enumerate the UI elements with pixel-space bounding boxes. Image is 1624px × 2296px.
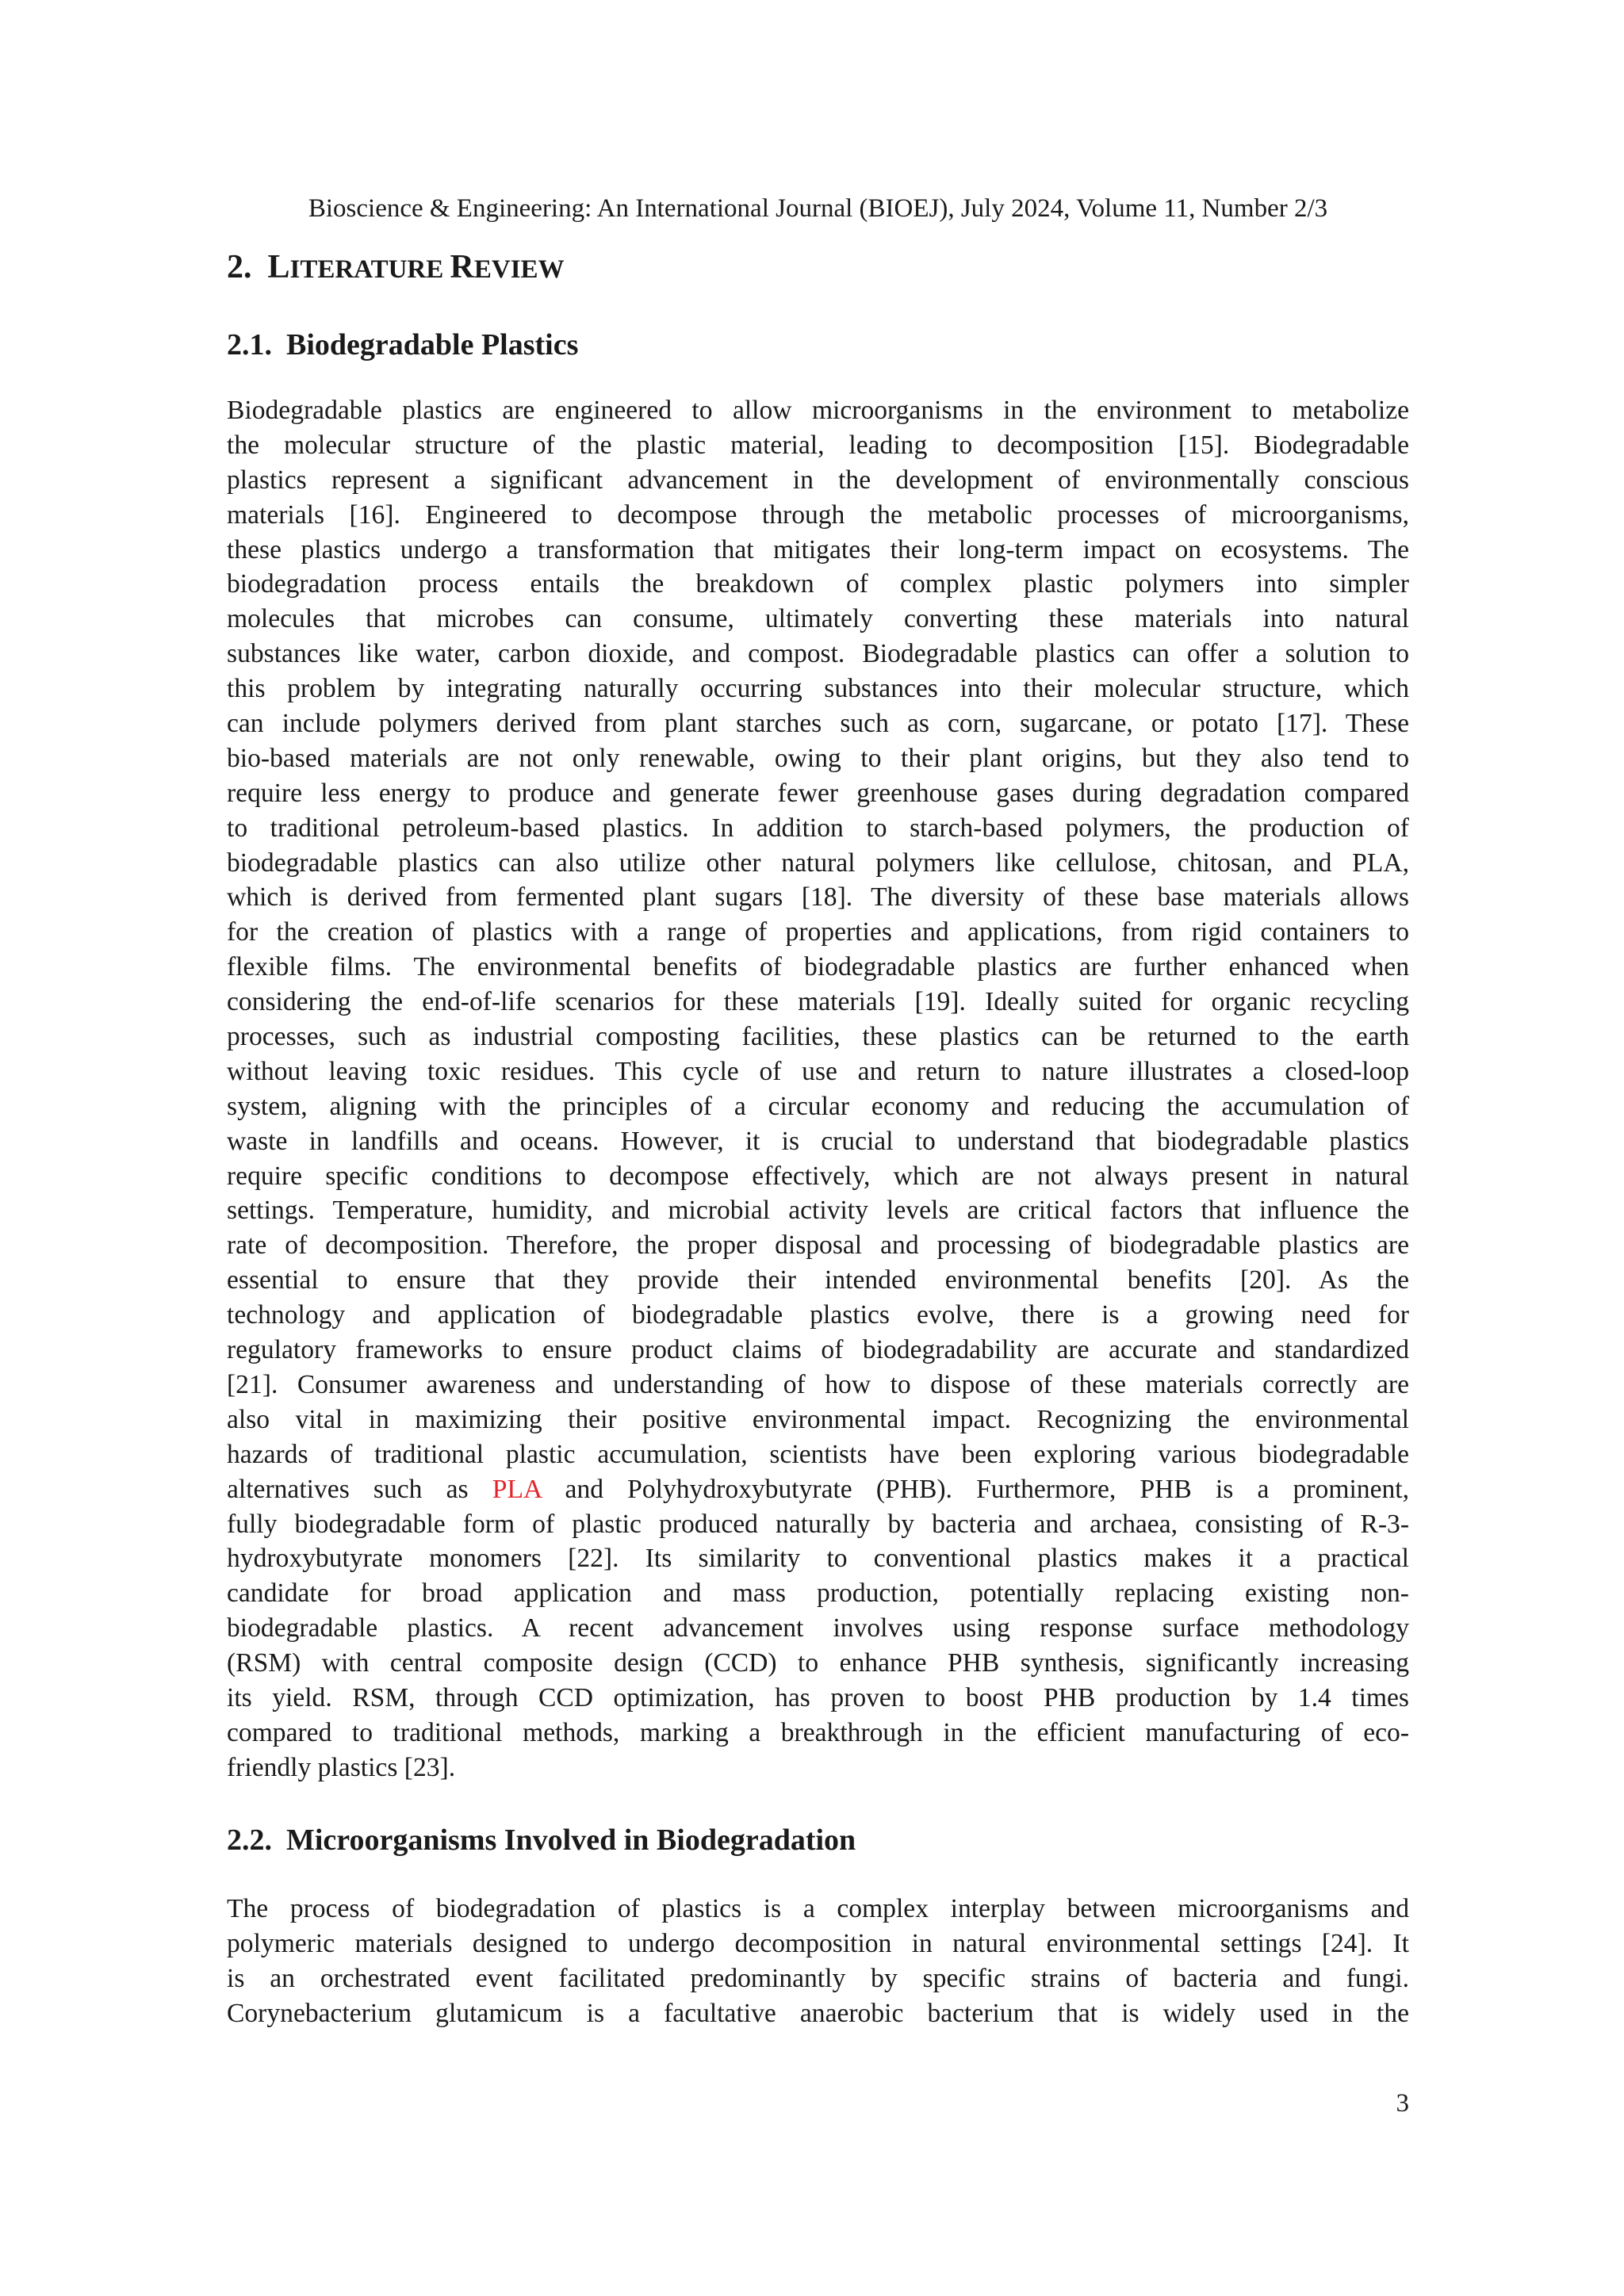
text-line: its yield. RSM, through CCD optimization, has proven to boost PHB production by 1.4 times <box>227 1682 1409 1712</box>
text-line: biodegradation process entails the breakdown of complex plastic polymers into simpler <box>227 569 1409 599</box>
text-line: substances like water, carbon dioxide, and compost. Biodegradable plastics can offer a solution to <box>227 639 1409 669</box>
subsection-title: Biodegradable Plastics <box>286 328 579 362</box>
section-title-initial-1: L <box>267 249 290 285</box>
text-line: processes, such as industrial composting facilities, these plastics can be returned to the earth <box>227 1022 1409 1052</box>
text-line: to traditional petroleum-based plastics. In addition to starch-based polymers, the production of <box>227 813 1409 843</box>
text-fragment: alternatives such as <box>227 1474 469 1504</box>
text-line: is an orchestrated event facilitated predominantly by specific strains of bacteria and fungi. <box>227 1963 1409 1993</box>
text-line: [21]. Consumer awareness and understanding of how to dispose of these materials correctly are <box>227 1369 1409 1399</box>
text-line: rate of decomposition. Therefore, the proper disposal and processing of biodegradable plastics are <box>227 1230 1409 1261</box>
text-line: also vital in maximizing their positive environmental impact. Recognizing the environmental <box>227 1404 1409 1434</box>
text-line: compared to traditional methods, marking a breakthrough in the efficient manufacturing of eco- <box>227 1717 1409 1747</box>
text-line: hazards of traditional plastic accumulation, scientists have been exploring various biodegradable <box>227 1439 1409 1469</box>
text-line: molecules that microbes can consume, ultimately converting these materials into natural <box>227 604 1409 634</box>
text-line: which is derived from fermented plant sugars [18]. The diversity of these base materials allows <box>227 882 1409 913</box>
text-line: settings. Temperature, humidity, and microbial activity levels are critical factors that influence the <box>227 1196 1409 1226</box>
text-line: (RSM) with central composite design (CCD) to enhance PHB synthesis, significantly increasing <box>227 1648 1409 1678</box>
text-line: friendly plastics [23]. <box>227 1752 456 1782</box>
text-line: considering the end-of-life scenarios for these materials [19]. Ideally suited for organic recycling <box>227 987 1409 1017</box>
section-title-initial-2: R <box>450 249 474 285</box>
text-line: Corynebacterium glutamicum is a facultative anaerobic bacterium that is widely used in the <box>227 1998 1409 2028</box>
text-line: regulatory frameworks to ensure product claims of biodegradability are accurate and standardized <box>227 1335 1409 1365</box>
running-header: Bioscience & Engineering: An International Journal (BIOEJ), July 2024, Volume 11, Number 2/3 <box>308 194 1328 223</box>
text-line: this problem by integrating naturally occurring substances into their molecular structure, which <box>227 674 1409 704</box>
page-number: 3 <box>1396 2089 1409 2118</box>
section-number: 2. <box>227 249 252 285</box>
text-line: candidate for broad application and mass production, potentially replacing existing non- <box>227 1578 1409 1609</box>
text-line: technology and application of biodegradable plastics evolve, there is a growing need for <box>227 1300 1409 1330</box>
text-line: flexible films. The environmental benefits of biodegradable plastics are further enhanced when <box>227 952 1409 982</box>
text-line: for the creation of plastics with a range of properties and applications, from rigid containers to <box>227 917 1409 947</box>
subsection-title: Microorganisms Involved in Biodegradation <box>286 1823 856 1857</box>
text-line: materials [16]. Engineered to decompose through the metabolic processes of microorganisms, <box>227 499 1409 530</box>
document-page <box>227 0 1409 2296</box>
text-line: can include polymers derived from plant starches such as corn, sugarcane, or potato [17]. These <box>227 709 1409 739</box>
text-line: bio-based materials are not only renewable, owing to their plant origins, but they also tend to <box>227 743 1409 773</box>
text-fragment: and Polyhydroxybutyrate (PHB). Furthermore, PHB is a prominent, <box>565 1474 1409 1504</box>
highlighted-term-pla: PLA <box>492 1474 542 1504</box>
text-line: require specific conditions to decompose effectively, which are not always present in natural <box>227 1161 1409 1191</box>
text-line: biodegradable plastics. A recent advancement involves using response surface methodology <box>227 1613 1409 1644</box>
text-line: these plastics undergo a transformation that mitigates their long-term impact on ecosystems. The <box>227 534 1409 564</box>
subsection-heading-biodegradable-plastics <box>227 327 578 363</box>
text-line: Biodegradable plastics are engineered to allow microorganisms in the environment to metabolize <box>227 396 1409 425</box>
section-title-rest-2: EVIEW <box>473 255 565 284</box>
text-line: the molecular structure of the plastic material, leading to decomposition [15]. Biodegradable <box>227 430 1409 460</box>
text-line: essential to ensure that they provide their intended environmental benefits [20]. As the <box>227 1265 1409 1295</box>
subsection-number: 2.2. <box>227 1823 272 1857</box>
section-heading <box>227 247 565 290</box>
subsection-number: 2.1. <box>227 328 272 362</box>
text-line: biodegradable plastics can also utilize other natural polymers like cellulose, chitosan, and PLA, <box>227 848 1409 878</box>
text-line: hydroxybutyrate monomers [22]. Its similarity to conventional plastics makes it a practical <box>227 1544 1409 1574</box>
text-line: polymeric materials designed to undergo decomposition in natural environmental settings [24]. It <box>227 1928 1409 1958</box>
text-line: fully biodegradable form of plastic produced naturally by bacteria and archaea, consisting of R-3- <box>227 1509 1409 1539</box>
text-line: waste in landfills and oceans. However, it is crucial to understand that biodegradable plastics <box>227 1126 1409 1156</box>
text-line <box>227 1472 1409 1507</box>
paragraph-biodegradable-plastics <box>227 393 1409 1785</box>
text-line: without leaving toxic residues. This cycle of use and return to nature illustrates a closed-loop <box>227 1056 1409 1086</box>
section-title-rest-1: ITERATURE <box>289 255 450 284</box>
text-line: require less energy to produce and generate fewer greenhouse gases during degradation compared <box>227 778 1409 808</box>
text-line: plastics represent a significant advancement in the development of environmentally conscious <box>227 465 1409 495</box>
text-line: system, aligning with the principles of a circular economy and reducing the accumulation of <box>227 1091 1409 1121</box>
paragraph-microorganisms <box>227 1892 1409 2031</box>
subsection-heading-microorganisms <box>227 1822 856 1858</box>
text-line: The process of biodegradation of plastics is a complex interplay between microorganisms and <box>227 1894 1409 1923</box>
